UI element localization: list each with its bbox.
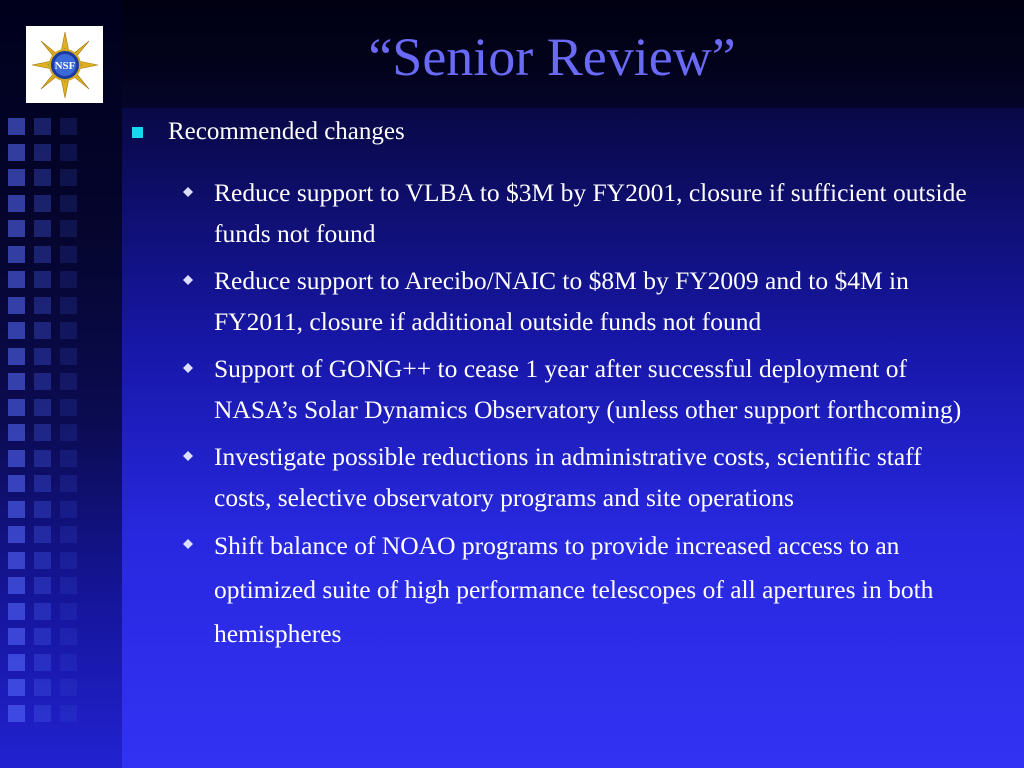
left-sidebar xyxy=(0,0,122,768)
list-item-text: Support of GONG++ to cease 1 year after successful deployment of NASA’s Solar Dynamics Observatory (unless other support forthcoming) xyxy=(214,354,962,424)
diamond-bullet-icon xyxy=(182,186,194,198)
list-item xyxy=(182,172,982,254)
decorative-squares xyxy=(60,118,77,730)
list-item xyxy=(182,260,982,342)
diamond-bullet-icon xyxy=(182,362,194,374)
diamond-bullet-icon xyxy=(182,538,194,550)
sub-bullet-list xyxy=(182,172,982,662)
list-item-text: Reduce support to Arecibo/NAIC to $8M by FY2009 and to $4M in FY2011, closure if additional outside funds not found xyxy=(214,266,909,336)
list-item-text: Reduce support to VLBA to $3M by FY2001, closure if sufficient outside funds not found xyxy=(214,178,967,248)
nsf-logo xyxy=(26,26,103,103)
decorative-squares xyxy=(8,118,25,730)
list-item xyxy=(182,524,982,656)
diamond-bullet-icon xyxy=(182,274,194,286)
slide-title: “Senior Review” xyxy=(368,27,736,87)
list-item-text: Investigate possible reductions in administrative costs, scientific staff costs, selective observatory programs and site operations xyxy=(214,442,922,512)
bullet-text: Recommended changes xyxy=(168,118,405,145)
list-item xyxy=(182,436,982,518)
list-item-text: Shift balance of NOAO programs to provide increased access to an optimized suite of high performance telescopes of all apertures in both hemispheres xyxy=(214,531,934,648)
decorative-squares xyxy=(34,118,51,730)
diamond-bullet-icon xyxy=(182,450,194,462)
level1-bullet xyxy=(128,116,405,148)
logo-text: NSF xyxy=(54,59,75,72)
square-bullet-icon xyxy=(132,127,143,138)
nsf-seal-icon xyxy=(30,30,100,100)
list-item xyxy=(182,348,982,430)
